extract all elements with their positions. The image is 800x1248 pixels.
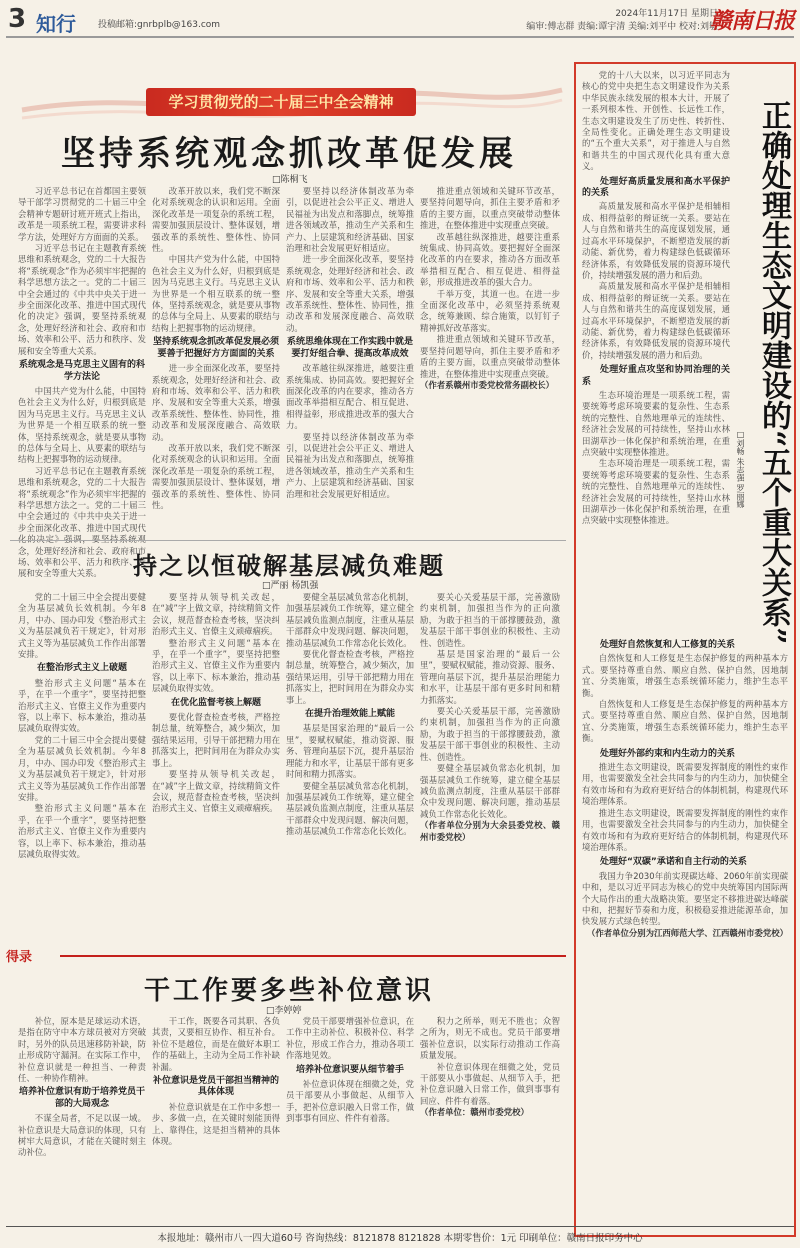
- article1-column-4: 推进重点领域和关键环节改革，要坚持问题导向，抓住主要矛盾和矛盾的主要方面，以重点突破带动整体推进，在整体推进中实现重点突破。 改革越往纵深推进，越要注重系统集成、协同高效。要把握好全面深化改革的内在要求，推动各方面改革举措相互配合、相互促进、相得益彰，形成推进改革的强大合力。 千举万变，其道一也。在进一步全面深化改革中，必须坚持系统观念，统筹兼顾、综合施策，以钉钉子精神抓好改革落实。 推进重点领域和关键环节改革，要坚持问题导向，抓住主要矛盾和矛盾的主要方面，以重点突破带动整体推进，在整体推进中实现重点突破。 （作者系赣州市委党校常务副校长）: [420, 186, 560, 390]
- article2-byline: □严丽 杨凯强: [262, 581, 319, 591]
- editors-line: 编审:傅志群 责编:谭宇清 美编:刘平中 校对:刘敏: [526, 22, 718, 32]
- article4-column-lower: 处理好自然恢复和人工修复的关系 自然恢复和人工修复是生态保护修复的两种基本方式。要坚持尊重自然、顺应自然、保护自然，因地制宜、分类施策，增强生态系统循环能力，维护生态平衡。 自然恢复和人工修复是生态保护修复的两种基本方式。要坚持尊重自然、顺应自然、保护自然，因地制宜、分类施策，增强生态系统循环能力，维护生态平衡。 处理好外部约束和内生动力的关系 推进生态文明建设，既需要发挥制度的刚性约束作用，也需要激发全社会共同参与的内生动力，加快健全有效市场和有为政府更好结合的体制机制，构建现代环境治理体系。 推进生态文明建设，既需要发挥制度的刚性约束作用，也需要激发全社会共同参与的内生动力，加快健全有效市场和有为政府更好结合的体制机制，构建现代环境治理体系。 处理好“双碳”承诺和自主行动的关系 我国力争2030年前实现碳达峰、2060年前实现碳中和，是以习近平同志为核心的党中央统筹国内国际两个大局作出的重大战略决策。要坚定不移推进碳达峰碳中和，把握好节奏和力度，积极稳妥推进能源革命，加快发展方式绿色转型。 （作者单位分别为江西师范大学、江西赣州市委党校）: [582, 640, 788, 938]
- article3-author-note: （作者单位：赣州市委党校）: [420, 1107, 529, 1118]
- article2-author-note: （作者单位分别为大余县委党校、赣州市委党校）: [420, 820, 560, 842]
- article2-column-1: 党的二十届三中全会提出要健全为基层减负长效机制。今年8月，中办、国办印发《整治形式主义为基层减负若干规定》，针对形式主义等为基层减负工作作出部署安排。 在整治形式主义上破题 整治形式主义问题“基本在乎，在乎一个重字”，要坚持把整治形式主义、官僚主义作为重要内容，以上率下、标本兼治，推动基层减负取得实效。 党的二十届三中全会提出要健全为基层减负长效机制。今年8月，中办、国办印发《整治形式主义为基层减负若干规定》，针对形式主义等为基层减负工作作出部署安排。 整治形式主义问题“基本在乎，在乎一个重字”，要坚持把整治形式主义、官僚主义作为重要内容，以上率下、标本兼治，推动基层减负取得实效。: [18, 592, 146, 859]
- article1-byline: □陈桐飞: [272, 175, 308, 185]
- article4-author-note: （作者单位分别为江西师范大学、江西赣州市委党校）: [587, 927, 788, 938]
- article2-column-4: 要关心关爱基层干部，完善激励约束机制，加强担当作为的正向激励，为敢于担当的干部撑腰鼓劲，激发基层干部干事创业的积极性、主动性、创造性。 基层是国家治理的“最后一公里”，要赋权赋能，推动资源、服务、管理向基层下沉，提升基层治理能力和水平，让基层干部有更多时间和精力抓落实。 要关心关爱基层干部，完善激励约束机制，加强担当作为的正向激励，为敢于担当的干部撑腰鼓劲，激发基层干部干事创业的积极性、主动性、创造性。 要健全基层减负常态化机制，加强基层减负工作统筹，建立健全基层减负监测点制度，注重从基层干部群众中发现问题、解决问题，推动基层减负工作常态化长效化。 （作者单位分别为大余县委党校、赣州市委党校）: [420, 592, 560, 842]
- article1-column-1: 习近平总书记在首都国主要领导干部学习贯彻党的二十届三中全会精神专题研讨班开班式上指出，改革是一项系统工程，需要讲求科学方法，处理好方方面面的关系。 习近平总书记在主题教育系统思维和系统观念，党的二十大报告将“系统观念”作为必须牢牢把握的科学思想方法之一。党的二十届三中全会通过的《中共中央关于进一步全面深化改革、推进中国式现代化的决定》强调，要坚持系统观念，处理好经济和社会、政府和市场、效率和公平、活力和秩序、发展和安全等重大关系。 系统观念是马克思主义固有的科学方法论 中国共产党为什么能，中国特色社会主义为什么好，归根到底是因为马克思主义行。马克思主义认为世界是一个相互联系的统一整体，坚持系统观念，就是要从事物的总体与全局上、从要素的联结与结构上把握事物的运动规律。 习近平总书记在主题教育系统思维和系统观念，党的二十大报告将“系统观念”作为必须牢牢把握的科学思想方法之一。党的二十届三中全会通过的《中共中央关于进一步全面深化改革、推进中国式现代 念，处理好经济和社会、政府和市场、效率和公平、活力和秩序、发展和安全等重大关系。: [18, 186, 146, 579]
- article3-byline: □李婷婷: [266, 1006, 302, 1016]
- page-number: 3: [8, 4, 27, 34]
- article1-headline: 坚持系统观念抓改革促发展: [61, 134, 517, 174]
- article2-headline: 持之以恒破解基层减负难题: [133, 551, 445, 580]
- article1-column-3: 要坚持以经济体制改革为牵引，以促进社会公平正义、增进人民福祉为出发点和落脚点，统筹推进各领域改革，推动生产关系和生产力、上层建筑和经济基础、国家治理和社会发展更好相适应。 进一步全面深化改革，要坚持系统观念，处理好经济和社会、政府和市场、效率和公平、活力和秩序、发展和安全等重大关系，增强改革系统性、整体性、协同性，推动改革和发展深度融合、高效联动。 系统思维体现在工作实践中就是要打好组合拳、提高改革成效 改革越往纵深推进，越要注重系统集成、协同高效。要把握好全面深化改革的内在要求，推动各方面改革举措相互配合、相互促进、相得益彰，形成推进改革的强大合力。 要坚持以经济体制改革为牵引，以促进社会公平正义、增进人民福祉为出发点和落脚点，统筹推进各领域改革，推动生产关系和生产力、上层建筑和经济基础、国家治理和社会发展更好相适应。: [286, 186, 414, 499]
- article3-headline: 干工作要多些补位意识: [143, 976, 434, 1006]
- theme-banner: 学习贯彻党的二十届三中全会精神: [146, 88, 416, 116]
- header-divider: [6, 36, 794, 38]
- article3-column-4: 积力之所举，则无不胜也；众智之所为，则无不成也。党员干部要增强补位意识，以实际行动推动工作高质量发展。 补位意识体现在细微之处，党员干部要从小事做起、从细节入手，把补位意识融入日常工作，做到事事有回应、件件有着落。 （作者单位：赣州市委党校）: [420, 1016, 560, 1118]
- article3-column-3: 党员干部要增强补位意识，在工作中主动补位、积极补位、科学补位，形成工作合力，推动各项工作落地见效。 培养补位意识要从细节着手 补位意识体现在细微之处，党员干部要从小事做起、从细节入手，把补位意识融入日常工作，做到事事有回应、件件有着落。: [286, 1016, 414, 1124]
- article1-column-2: 改革开放以来，我们党不断深化对系统观念的认识和运用。全面深化改革是一项复杂的系统工程，需要加强顶层设计、整体谋划，增强改革的系统性、整体性、协同性。 中国共产党为什么能，中国特色社会主义为什么好，归根到底是因为马克思主义行。马克思主义认为世界是一个相互联系的统一整体，坚持系统观念，就是要从事物的总体与全局上、从要素的联结与结构上把握事物的运动规律。 坚持系统观念抓改革促发展必须要善于把握好方方面面的关系 进一步全面深化改革，要坚持系统观念，处理好经济和社会、政府和市场、效率和公平、活力和秩序、发展和安全等重大关系，增强改革系统性、整体性、协同性，推动改革和发展深度融合、高效联动。 改革开放以来，我们党不断深化对系统观念的认识和运用。全面深化改革是一项复杂的系统工程，需要加强顶层设计、整体谋划，增强改革的系统性、整体性、协同性。: [152, 186, 280, 510]
- article2-column-2: 要坚持从领导机关改起，在“减”字上做文章，持续精简文件会议，规范督查检查考核，坚决纠治形式主义、官僚主义顽瘴痼疾。 整治形式主义问题“基本在乎，在乎一个重字”，要坚持把整治形式主义、官僚主义作为重要内容，以上率下、标本兼治，推动基层减负取得实效。 在优化监督考核上解题 要优化督查检查考核，严格控制总量，统筹整合，减少频次，加强结果运用，引导干部把精力用在抓落实上，把时间用在为群众办实事上。 要坚持从领导机关改起，在“减”字上做文章，持续精简文件会议，规范督查检查考核，坚决纠治形式主义、官僚主义顽瘴痼疾。: [152, 592, 280, 814]
- footer-info: 本报地址：赣州市八一四大道60号 咨询热线：8121878 8121828 本期零售价：1元 印刷单位：赣南日报印务中心: [157, 1233, 643, 1244]
- article3-column-1: 补位，原本是足球运动术语，是指在防守中本方球员被对方突破时，另外的队员迅速移防补缺，防止形成防守漏洞。在实际工作中，补位意识就是一种担当、一种责任、一种协作精神。 培养补位意识有助于培养党员干部的大局观念 不谋全局者，不足以谋一域。补位意识是大局意识的体现，只有树牢大局意识，才能在关键时刻主动补位。: [18, 1016, 146, 1158]
- column-label-rule: [60, 955, 566, 957]
- article1-author-note: （作者系赣州市委党校常务副校长）: [420, 379, 554, 390]
- divider: [10, 540, 566, 541]
- article4-headline: 正确处理生态文明建设的“五个重大关系”: [756, 100, 791, 645]
- article3-column-2: 干工作，既要各司其职、各负其责，又要相互协作、相互补台。补位不是越位，而是在做好本职工作的基础上，主动为全局工作补缺补漏。 补位意识是党员干部担当精神的具体体现 补位意识就是在工作中多想一步、多做一点，在关键时刻能顶得上、靠得住，这是担当精神的具体体现。: [152, 1016, 280, 1147]
- footer-divider: [6, 1226, 794, 1227]
- newspaper-logo: 赣南日报: [709, 8, 794, 34]
- issue-date: 2024年11月17日 星期日: [615, 9, 718, 19]
- article4-byline: □刘畅 朱志强 罗丽娜: [736, 430, 745, 509]
- article2-column-3: 要健全基层减负常态化机制，加强基层减负工作统筹，建立健全基层减负监测点制度，注重从基层干部群众中发现问题、解决问题，推动基层减负工作常态化长效化。 要优化督查检查考核，严格控制总量，统筹整合，减少频次，加强结果运用，引导干部把精力用在抓落实上，把时间用在为群众办实事上。 在提升治理效能上赋能 基层是国家治理的“最后一公里”，要赋权赋能，推动资源、服务、管理向基层下沉，提升基层治理能力和水平，让基层干部有更多时间和精力抓落实。 要健全基层减负常态化机制，加强基层减负工作统筹，建立健全基层减负监测点制度，注重从基层干部群众中发现问题、解决问题，推动基层减负工作常态化长效化。: [286, 592, 414, 837]
- article4-column-upper: 党的十八大以来，以习近平同志为核心的党中央把生态文明建设作为关系中华民族永续发展的根本大计，开展了一系列根本性、开创性、长远性工作，生态文明建设发生了历史性、转折性、全局性变化。正确处理生态文明建设的“五个重大关系”，对于推进人与自然和谐共生的中国式现代化具有重大意义。 处理好高质量发展和高水平保护的关系 高质量发展和高水平保护是相辅相成、相得益彰的辩证统一关系。要站在人与自然和谐共生的高度谋划发展，通过高水平环境保护，不断塑造发展的新动能、新优势，着力构建绿色低碳循环经济体系，有效降低发展的资源环境代价，持续增强发展的潜力和后劲。 高质量发展和高水平保护是相辅相成、相得益彰的辩证统一关系。要站在人与自然和谐共生的高度谋划发展，通过高水平环境保护，不断塑造发展的新动能、新优势，着力构建绿色低碳循环经济体系，有效降低发展的资源环境代价，持续增强发展的潜力和后劲。 处理好重点攻坚和协同治理的关系 生态环境治理是一项系统工程，需要统筹考虑环境要素的复杂性、生态系统的完整性、自然地理单元的连续性、经济社会发展的可持续性，坚持山水林田湖草沙一体化保护和系统治理，在重点突破中实现整体推进。 生态环境治理是一项系统工程，需要统筹考虑环境要素的复杂性、生态系统的完整性、自然地理单元的连续性、经济社会发展的可持续性，坚持山水林田湖草沙一体化保护和系统治理，在重点突破中实现整体推进。: [582, 70, 730, 526]
- section-name: 知行: [36, 12, 76, 36]
- column-label-deshou: 得录: [6, 950, 33, 965]
- submission-email: 投稿邮箱:gnrbplb@163.com: [98, 20, 221, 30]
